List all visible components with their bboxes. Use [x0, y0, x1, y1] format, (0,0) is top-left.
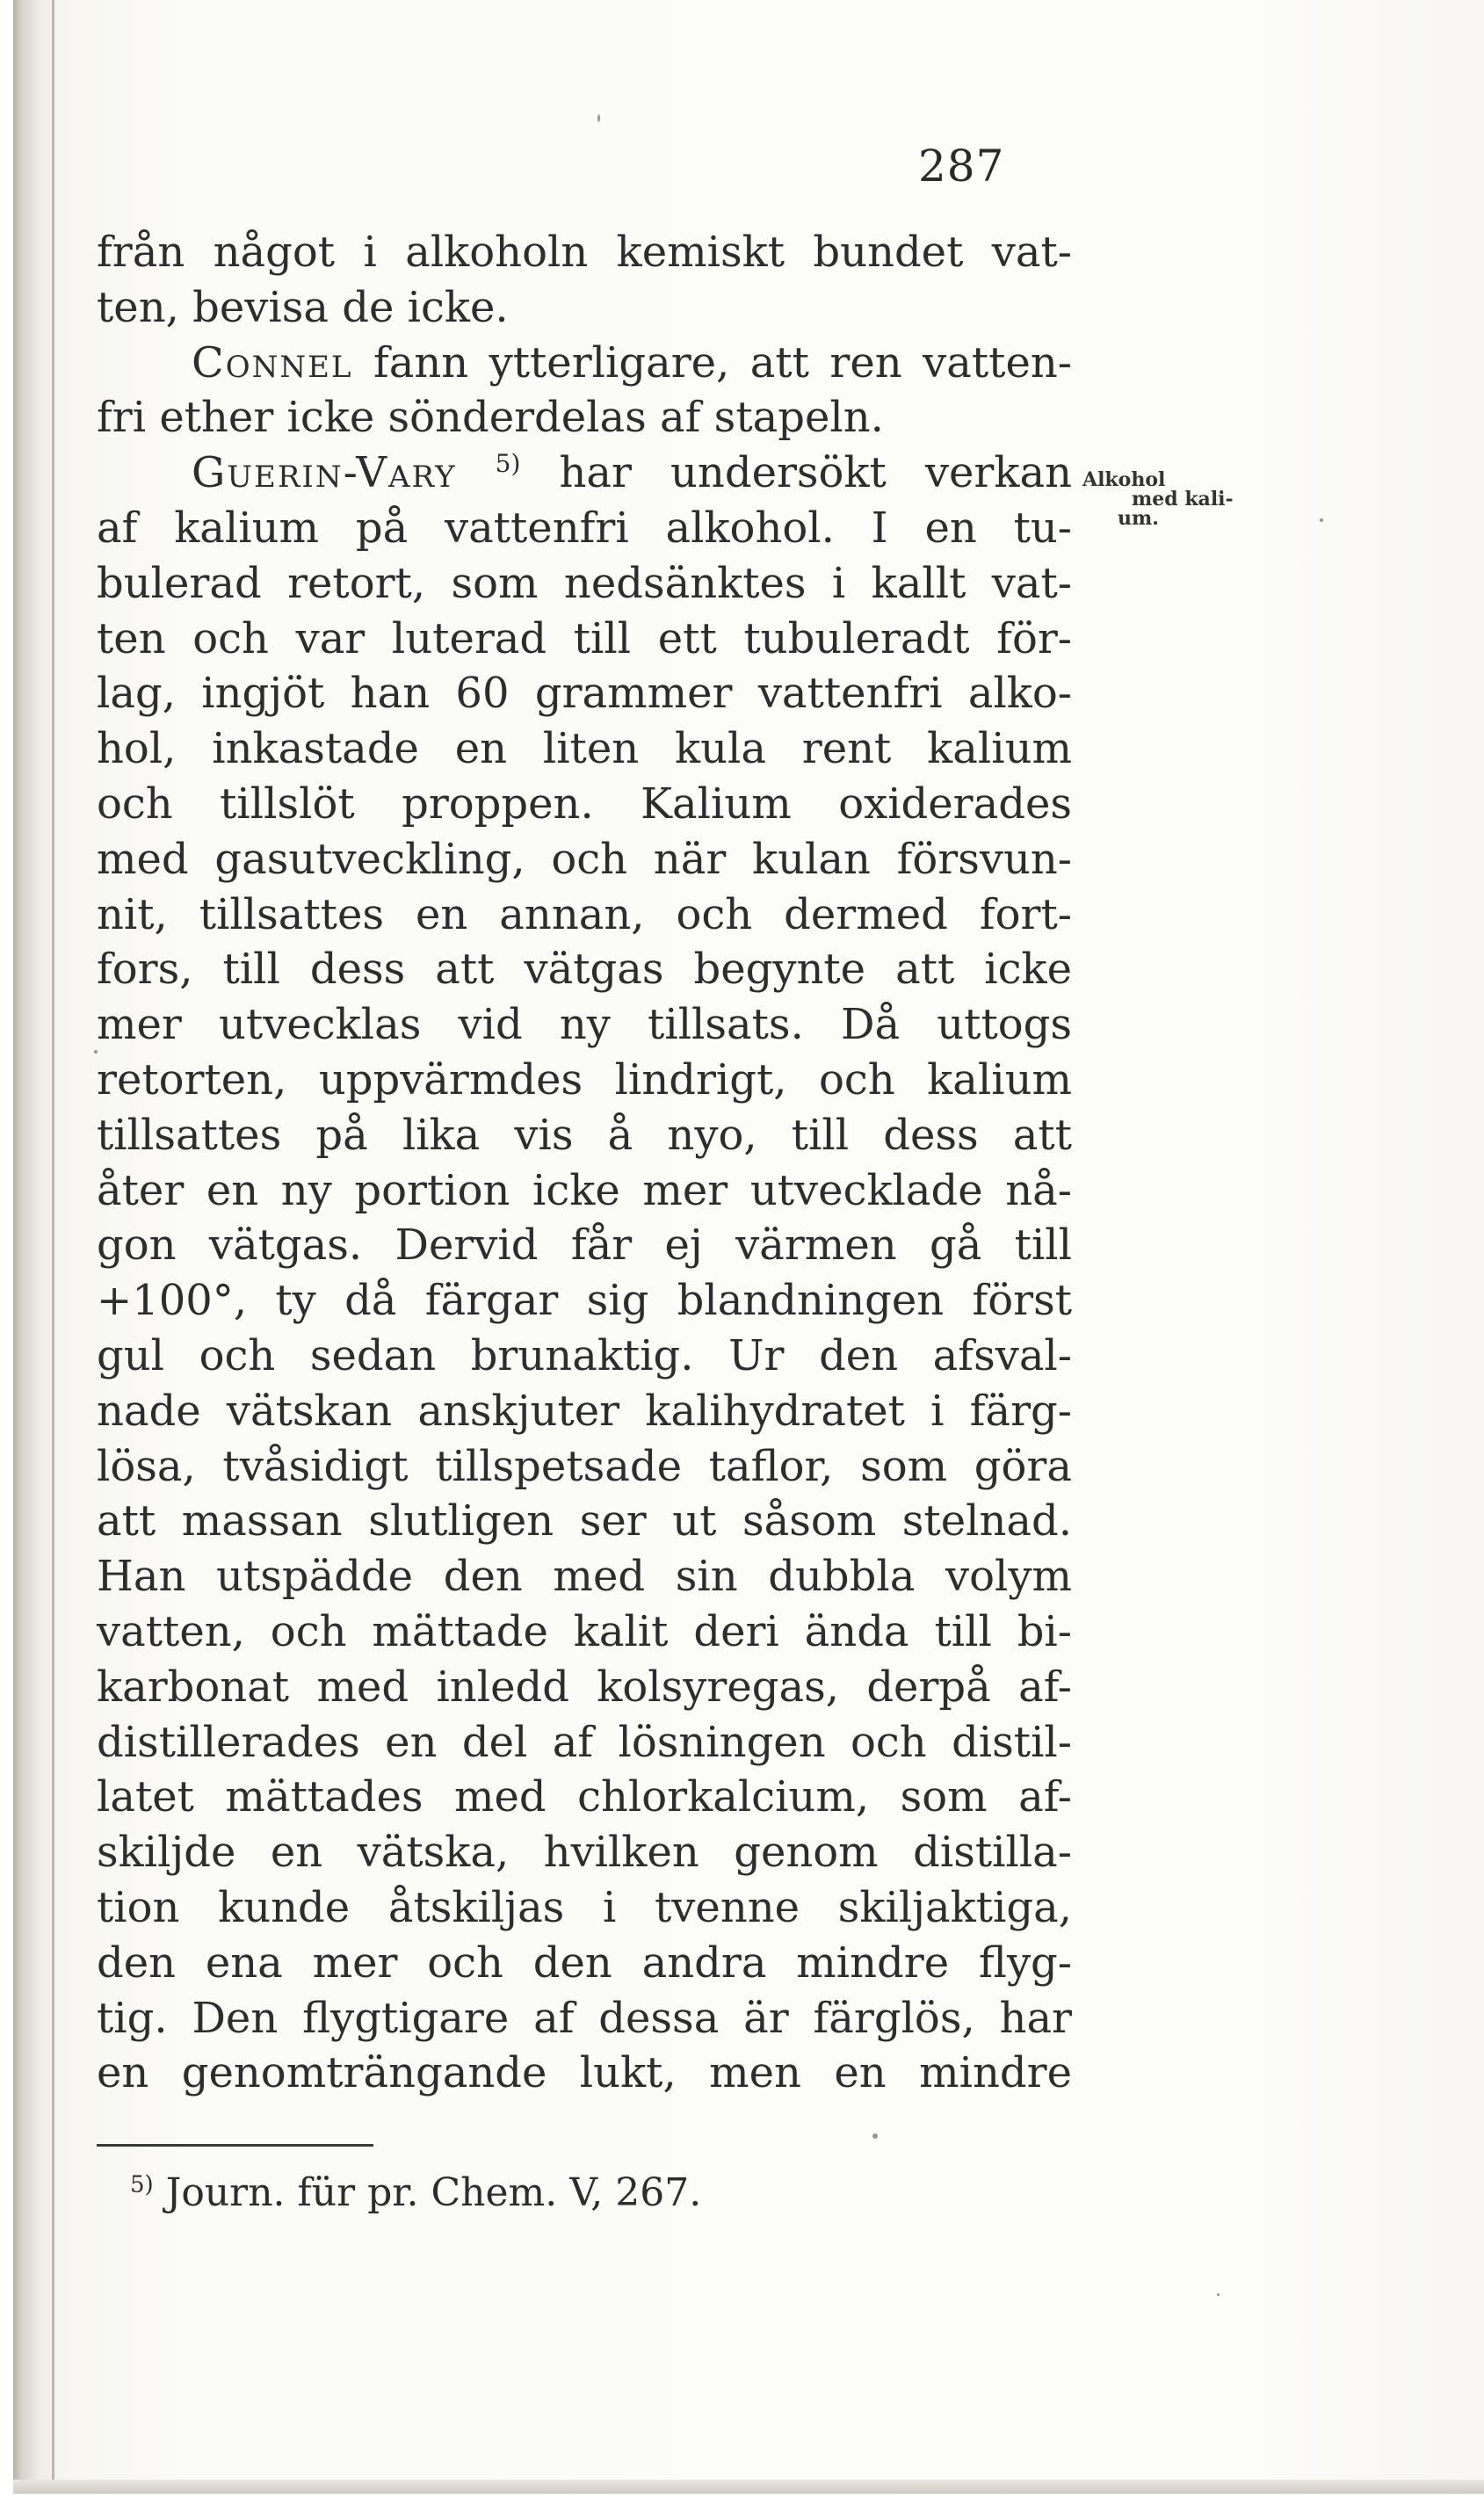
text-line: af kalium på vattenfri alkohol. I en tu- — [97, 503, 1072, 553]
text-line: fors, till dess att vätgas begynte att icke — [97, 945, 1072, 995]
footnote-text: Journ. für pr. Chem. V, 267. — [165, 2170, 702, 2215]
binding-gutter-shadow — [13, 0, 64, 2494]
paper-speck — [872, 2133, 878, 2139]
text-line: +100°, ty då färgar sig blandningen först — [97, 1276, 1072, 1326]
text-line: och tillslöt proppen. Kalium oxiderades — [97, 779, 1072, 829]
text-line: lag, ingjöt han 60 grammer vattenfri alko- — [97, 669, 1072, 719]
body-text — [97, 225, 1072, 2101]
text-line: skiljde en vätska, hvilken genom distilla- — [97, 1828, 1072, 1878]
text-line: bulerad retort, som nedsänktes i kallt vat- — [97, 558, 1072, 608]
text-line: en genomträngande lukt, men en mindre — [97, 2048, 1072, 2098]
text-line: karbonat med inledd kolsyregas, derpå af- — [97, 1662, 1072, 1712]
margin-note-line: med kali- — [1132, 488, 1234, 511]
margin-note — [1079, 468, 1234, 530]
text-line — [97, 445, 1072, 501]
binding-edge-line — [52, 0, 54, 2494]
margin-note-line: Alkohol — [1082, 468, 1166, 491]
text-line — [97, 336, 1072, 391]
text-line: nade vätskan anskjuter kalihydratet i färg- — [97, 1386, 1072, 1436]
text-line: den ena mer och den andra mindre flyg- — [97, 1937, 1072, 1988]
paper-speck — [1217, 2293, 1220, 2296]
text-line: gon vätgas. Dervid får ej värmen gå till — [97, 1220, 1072, 1271]
margin-note-line: um. — [1118, 507, 1159, 530]
paper-speck — [597, 114, 600, 122]
text-line: latet mättades med chlorkalcium, som af- — [97, 1772, 1072, 1822]
text-line: tion kunde åtskiljas i tvenne skiljaktiga, — [97, 1882, 1072, 1932]
text-line: gul och sedan brunaktig. Ur den afsval- — [97, 1330, 1072, 1380]
text-line: Han utspädde den med sin dubbla volym — [97, 1552, 1072, 1602]
footnote — [130, 2170, 701, 2215]
text-line-fragment: fann ytterligare, att ren vatten- — [373, 337, 1072, 387]
text-line: vatten, och mättade kalit deri ända till bi- — [97, 1606, 1072, 1656]
paper-speck — [1320, 518, 1323, 522]
text-line: tillsattes på lika vis å nyo, till dess att — [97, 1110, 1072, 1160]
text-line: från något i alkoholn kemiskt bundet vat- — [97, 228, 1072, 277]
footnote-marker: 5) — [130, 2171, 154, 2198]
author-name-guerin-vary: Guerin-Vary — [192, 448, 457, 498]
footnote-reference: 5) — [495, 449, 521, 479]
text-line: distillerades en del af lösningen och distil- — [97, 1717, 1072, 1767]
text-line: mer utvecklas vid ny tillsats. Då uttogs — [97, 1000, 1072, 1050]
text-line: med gasutveckling, och när kulan försvun- — [97, 834, 1072, 884]
author-name-connel: Connel — [192, 337, 353, 387]
text-line: hol, inkastade en liten kula rent kalium — [97, 724, 1072, 774]
text-line: att massan slutligen ser ut såsom stelnad. — [97, 1496, 1072, 1546]
text-line: tig. Den flygtigare af dessa är färglös, har — [97, 1993, 1072, 2043]
page-number: 287 — [918, 141, 1005, 192]
text-line: ten, bevisa de icke. — [97, 282, 509, 332]
text-line: retorten, uppvärmdes lindrigt, och kalium — [97, 1054, 1072, 1105]
text-line: åter en ny portion icke mer utvecklade nå- — [97, 1165, 1072, 1215]
text-line: fri ether icke sönderdelas af stapeln. — [97, 393, 884, 443]
footnote-divider — [97, 2144, 373, 2147]
text-line: nit, tillsattes en annan, och dermed fort- — [97, 889, 1072, 939]
text-line: lösa, tvåsidigt tillspetsade taflor, som göra — [97, 1441, 1072, 1491]
text-line-fragment: har undersökt verkan — [559, 448, 1072, 498]
text-line: ten och var luterad till ett tubuleradt för- — [97, 613, 1072, 663]
page-bottom-edge — [13, 2480, 1484, 2494]
